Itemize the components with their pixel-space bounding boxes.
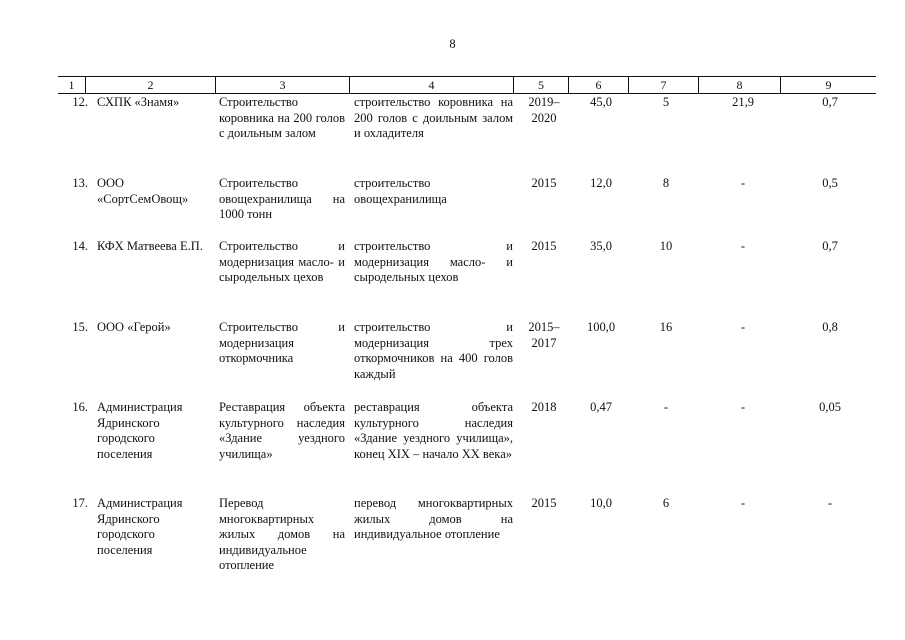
value-cell: 45,0: [590, 95, 612, 109]
value-cell: 35,0: [590, 239, 612, 253]
years-cell: 2015: [531, 239, 557, 253]
value-cell: -: [740, 496, 746, 510]
row-number: 14.: [72, 239, 88, 253]
organization-cell: СХПК «Знамя»: [97, 95, 180, 109]
value-cell: 10: [659, 239, 673, 253]
value-cell: 6: [662, 496, 670, 510]
column-header: 3: [279, 78, 286, 92]
value-cell: -: [740, 320, 746, 334]
value-cell: 21,9: [732, 95, 754, 109]
years-cell: 2015: [531, 496, 557, 510]
organization-cell: КФХ Матвеева Е.П.: [97, 239, 203, 253]
row-number: 15.: [72, 320, 88, 334]
table-header: [58, 76, 876, 94]
page-number: 8: [449, 37, 456, 51]
value-cell: 0,7: [822, 239, 838, 253]
column-header: 7: [660, 78, 667, 92]
value-cell: -: [740, 400, 746, 414]
value-cell: 100,0: [586, 320, 616, 334]
years-cell: 2015: [531, 176, 557, 190]
value-cell: 0,8: [822, 320, 838, 334]
value-cell: -: [663, 400, 669, 414]
organization-cell: Администрация Ядринского городского поселения: [97, 496, 183, 557]
organization-cell: ООО «СортСемОвощ»: [97, 176, 189, 206]
organization-cell: ООО «Герой»: [97, 320, 171, 334]
description-cell: перевод многоквартирных жилых домов на индивидуальное отопление: [354, 496, 513, 542]
value-cell: -: [827, 496, 833, 510]
row-number: 16.: [72, 400, 88, 414]
value-cell: 10,0: [590, 496, 612, 510]
column-header: 6: [595, 78, 602, 92]
description-cell: строительство овощехранилища: [354, 176, 447, 206]
project-cell: Строительство и модернизация откормочника: [219, 320, 345, 366]
value-cell: -: [740, 176, 746, 190]
description-cell: строительство коровника на 200 голов с доильным залом и охладителя: [354, 95, 513, 141]
description-cell: реставрация объекта культурного наследия «Здание уездного училища», конец XIX – начало XX века»: [354, 400, 513, 461]
years-cell: 2019–2020: [528, 95, 560, 125]
project-cell: Строительство коровника на 200 голов с доильным залом: [219, 95, 345, 141]
value-cell: 5: [662, 95, 670, 109]
row-number: 13.: [72, 176, 88, 190]
column-header: 4: [428, 78, 435, 92]
description-cell: строительство и модернизация трех откормочников на 400 голов каждый: [354, 320, 513, 381]
project-cell: Перевод многоквартирных жилых домов на индивидуальное отопление: [219, 496, 345, 573]
column-header: 9: [825, 78, 832, 92]
organization-cell: Администрация Ядринского городского поселения: [97, 400, 183, 461]
value-cell: 0,47: [590, 400, 612, 414]
value-cell: 0,7: [822, 95, 838, 109]
years-cell: 2015–2017: [528, 320, 560, 350]
years-cell: 2018: [531, 400, 557, 414]
project-cell: Реставрация объекта культурного наследия «Здание уездного училища»: [219, 400, 345, 461]
column-header: 1: [68, 78, 75, 92]
value-cell: 0,5: [822, 176, 838, 190]
project-cell: Строительство овощехранилища на 1000 тонн: [219, 176, 345, 222]
value-cell: 0,05: [819, 400, 841, 414]
project-cell: Строительство и модернизация масло- и сыродельных цехов: [219, 239, 345, 285]
value-cell: 8: [662, 176, 670, 190]
value-cell: -: [740, 239, 746, 253]
row-number: 17.: [72, 496, 88, 510]
value-cell: 12,0: [590, 176, 612, 190]
column-header: 2: [147, 78, 154, 92]
row-number: 12.: [72, 95, 88, 109]
column-header: 8: [736, 78, 743, 92]
description-cell: строительство и модернизация масло- и сыродельных цехов: [354, 239, 513, 285]
column-header: 5: [538, 78, 544, 92]
value-cell: 16: [659, 320, 673, 334]
